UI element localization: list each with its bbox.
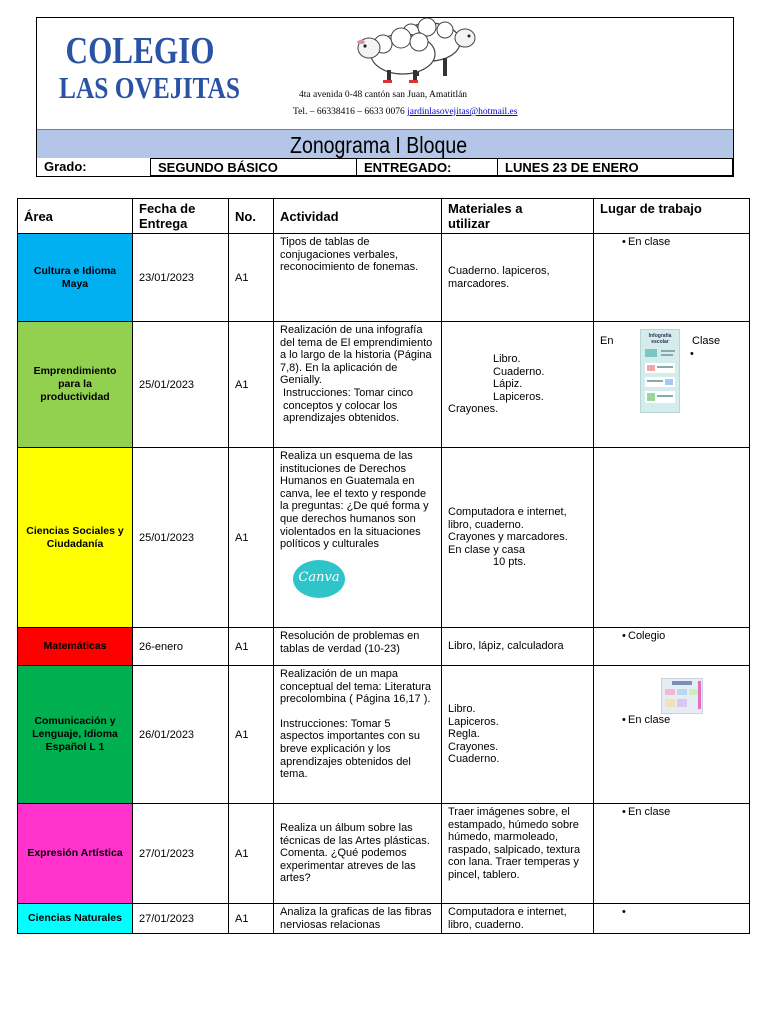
material-line: Crayones. xyxy=(448,740,499,753)
document-header xyxy=(36,17,734,177)
material-line: Regla. xyxy=(448,728,480,741)
grado-value: SEGUNDO BÁSICO xyxy=(150,158,357,176)
table-row xyxy=(18,322,750,448)
lugar-item xyxy=(600,906,743,918)
material-line: 10 pts. xyxy=(493,556,527,569)
school-name-line1: COLEGIO xyxy=(65,30,215,72)
material-line: Cuaderno. xyxy=(493,365,545,378)
area-cultura-maya: Cultura e Idioma Maya xyxy=(18,234,133,322)
document-title: Zonograma I Bloque xyxy=(290,132,468,158)
bullet-icon: • xyxy=(690,348,694,360)
lugar-text: En clase xyxy=(628,236,671,248)
fecha-cell: 26/01/2023 xyxy=(133,666,229,804)
material-line: En clase y casa xyxy=(448,543,526,556)
area-comunicacion-lenguaje: Comunicación y Lenguaje, Idioma Español L 1 xyxy=(18,666,133,804)
materiales-cell xyxy=(442,322,594,448)
fecha-cell: 23/01/2023 xyxy=(133,234,229,322)
actividad-cell: Analiza la graficas de las fibras nerviosas relacionas xyxy=(274,904,442,934)
material-line: Crayones y marcadores. xyxy=(448,531,568,544)
no-cell: A1 xyxy=(229,904,274,934)
materiales-cell: Traer imágenes sobre, el estampado, húmedo sobre húmedo, marmoleado, raspado, salpicado, textura con lana. Traer temperas y pincel, tablero. xyxy=(442,804,594,904)
no-cell: A1 xyxy=(229,322,274,448)
school-email-link[interactable]: jardinlasovejitas@hotmail.es xyxy=(407,107,518,117)
lugar-text-right: Clase xyxy=(692,335,721,347)
actividad-line: Instrucciones: Tomar 5 aspectos importantes con su breve explicación y los aprendizajes obtenidos del tema. xyxy=(280,717,421,781)
area-ciencias-naturales: Ciencias Naturales xyxy=(18,904,133,934)
fecha-cell: 27/01/2023 xyxy=(133,804,229,904)
sheep-logo-icon xyxy=(335,18,485,84)
lugar-text: Colegio xyxy=(628,630,666,642)
material-line: Libro. xyxy=(493,353,521,366)
actividad-cell: Realiza un álbum sobre las técnicas de las Artes plásticas. Comenta. ¿Qué podemos experimentar atreves de las artes? xyxy=(274,804,442,904)
no-cell: A1 xyxy=(229,448,274,628)
header-materiales xyxy=(442,199,594,234)
header-fecha-line2: Entrega xyxy=(139,216,188,231)
lugar-cell xyxy=(594,448,750,628)
table-row xyxy=(18,804,750,904)
material-line: Lápiz. xyxy=(493,378,523,391)
header-materiales-line1: Materiales a xyxy=(448,201,523,216)
table-row xyxy=(18,628,750,666)
header-materiales-line2: utilizar xyxy=(448,216,490,231)
bullet-icon: • xyxy=(622,630,626,642)
school-name-line2: LAS OVEJITAS xyxy=(59,70,241,105)
no-cell: A1 xyxy=(229,666,274,804)
lugar-cell xyxy=(594,666,750,804)
school-address: 4ta avenida 0-48 cantón san Juan, Amatitlán xyxy=(299,90,468,100)
actividad-cell: Tipos de tablas de conjugaciones verbales, reconocimiento de fonemas. xyxy=(274,234,442,322)
school-contact xyxy=(293,107,517,117)
header-fecha-line1: Fecha de xyxy=(139,201,196,216)
lugar-text-left: En xyxy=(600,335,614,347)
actividad-cell xyxy=(274,448,442,628)
lugar-item xyxy=(600,236,743,248)
area-ciencias-sociales: Ciencias Sociales y Ciudadanía xyxy=(18,448,133,628)
area-expresion-artistica: Expresión Artística xyxy=(18,804,133,904)
actividad-text: Realiza un esquema de las instituciones de Derechos Humanos en Guatemala en canva, lee el texto y responde la preguntas: ¿De qué forma y que derechos humanos son violentados en la situaciones políticos y culturales xyxy=(280,450,429,551)
entregado-value: LUNES 23 DE ENERO xyxy=(498,158,733,176)
material-line: Lapiceros. xyxy=(448,715,499,728)
lugar-item xyxy=(600,630,743,642)
bullet-icon: • xyxy=(622,806,626,818)
fecha-cell: 27/01/2023 xyxy=(133,904,229,934)
material-line: Libro. xyxy=(448,703,476,716)
material-line: Computadora e internet, libro, cuaderno. xyxy=(448,506,567,531)
grado-label: Grado: xyxy=(44,159,87,174)
actividad-line: Instrucciones: Tomar cinco conceptos y colocar los aprendizajes obtenidos. xyxy=(283,386,414,425)
fecha-cell: 25/01/2023 xyxy=(133,322,229,448)
lugar-cell xyxy=(594,234,750,322)
lugar-text: En clase xyxy=(628,714,671,726)
actividad-cell xyxy=(274,322,442,448)
table-row xyxy=(18,234,750,322)
infografia-thumbnail xyxy=(640,329,680,413)
lugar-item xyxy=(600,714,670,726)
lugar-cell xyxy=(594,628,750,666)
bullet-icon: • xyxy=(622,714,626,726)
fecha-cell: 25/01/2023 xyxy=(133,448,229,628)
material-line: Cuaderno. xyxy=(448,753,500,766)
infographic-graphic-icon xyxy=(641,345,679,409)
table-row xyxy=(18,904,750,934)
area-matematicas: Matemáticas xyxy=(18,628,133,666)
thumbnail-title: Infografía escolar xyxy=(648,333,672,345)
school-name xyxy=(59,32,240,103)
school-phone: Tel. – 66338416 – 6633 0076 xyxy=(293,107,405,117)
actividad-line: Realización de un mapa conceptual del tema: Literatura precolombina ( Página 16,17 ). xyxy=(280,668,432,706)
concept-map-thumbnail xyxy=(661,678,703,714)
lugar-text: En clase xyxy=(628,806,671,818)
header-no: No. xyxy=(229,199,274,234)
actividad-line: Realización de una infografía del tema de El emprendimiento a lo largo de la historia (Página 7,8). En la aplicación de Genially. xyxy=(280,324,433,387)
no-cell: A1 xyxy=(229,804,274,904)
materiales-cell: Libro, lápiz, calculadora xyxy=(442,628,594,666)
fecha-cell: 26-enero xyxy=(133,628,229,666)
area-emprendimiento: Emprendimiento para la productividad xyxy=(18,322,133,448)
canva-logo-icon: Canva xyxy=(293,560,345,598)
actividad-cell: Resolución de problemas en tablas de verdad (10-23) xyxy=(274,628,442,666)
table-row xyxy=(18,448,750,628)
header-lugar: Lugar de trabajo xyxy=(594,199,750,234)
table-row xyxy=(18,666,750,804)
materiales-cell: Cuaderno. lapiceros, marcadores. xyxy=(442,234,594,322)
materiales-cell xyxy=(442,448,594,628)
zonograma-table xyxy=(17,198,750,934)
title-band xyxy=(37,129,733,158)
no-cell: A1 xyxy=(229,628,274,666)
lugar-cell xyxy=(594,804,750,904)
header-actividad: Actividad xyxy=(274,199,442,234)
lugar-cell xyxy=(594,904,750,934)
materiales-cell xyxy=(442,666,594,804)
concept-map-graphic-icon xyxy=(662,679,702,713)
table-header-row xyxy=(18,199,750,234)
lugar-item xyxy=(600,806,743,818)
bullet-icon: • xyxy=(622,906,626,918)
material-line: Crayones. xyxy=(448,403,499,416)
bullet-icon: • xyxy=(622,236,626,248)
entregado-label: ENTREGADO: xyxy=(357,158,498,176)
header-fecha xyxy=(133,199,229,234)
lugar-cell xyxy=(594,322,750,448)
actividad-cell xyxy=(274,666,442,804)
materiales-cell: Computadora e internet, libro, cuaderno. xyxy=(442,904,594,934)
header-area: Área xyxy=(18,199,133,234)
grade-info-row xyxy=(37,158,733,176)
material-line: Lapiceros. xyxy=(493,390,544,403)
no-cell: A1 xyxy=(229,234,274,322)
